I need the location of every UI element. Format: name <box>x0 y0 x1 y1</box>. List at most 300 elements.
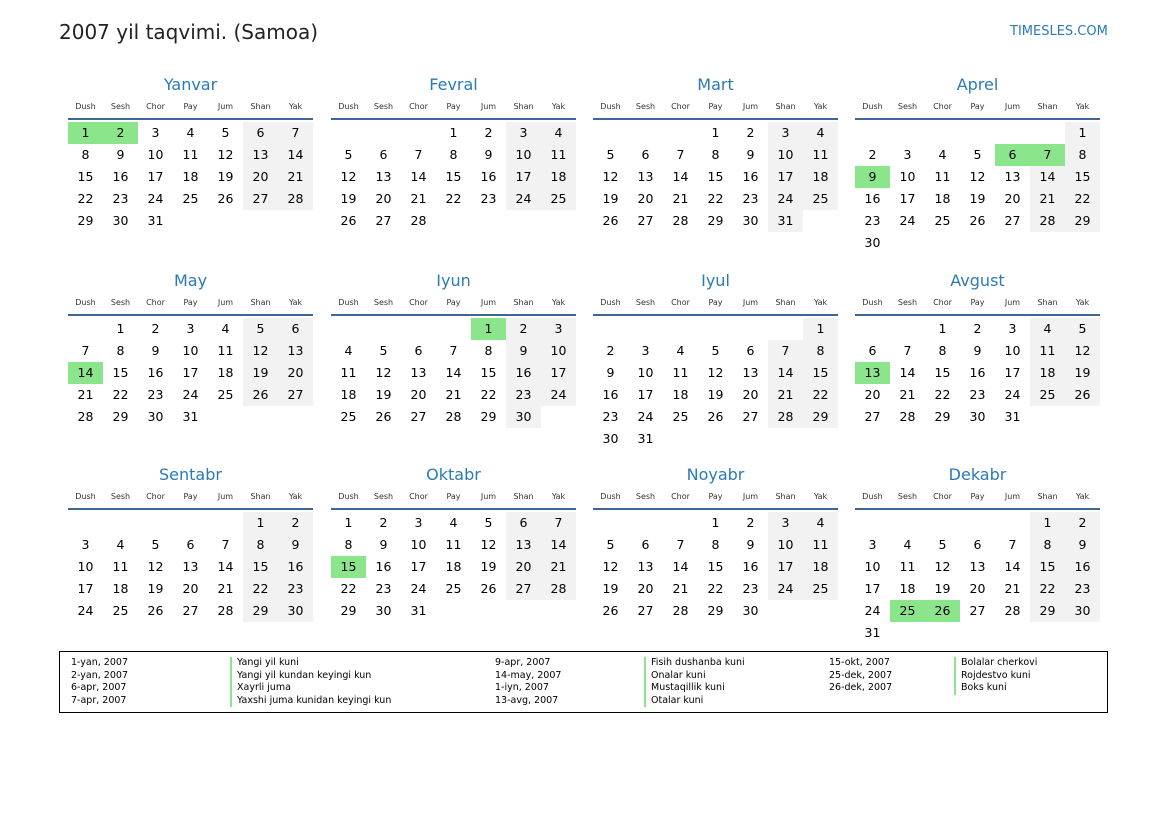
legend-name: Yangi yil kundan keyingi kun <box>230 670 391 683</box>
day-cell: 6 <box>186 537 195 552</box>
legend-name: Mustaqillik kuni <box>644 682 745 695</box>
empty-cell <box>890 122 925 144</box>
week-row <box>331 578 576 600</box>
weekday-header <box>593 298 838 312</box>
weekend-day-cell: 1 <box>803 318 838 340</box>
weekday-label: Yak <box>551 298 566 307</box>
weekday-label: Dush <box>75 492 96 501</box>
day-cell: 19 <box>707 387 724 402</box>
week-row <box>68 406 313 428</box>
weekday-label: Shan <box>1037 102 1058 111</box>
day-cell: 25 <box>445 581 462 596</box>
holiday-legend <box>59 651 1108 713</box>
weekend-day-cell: 19 <box>1065 362 1100 384</box>
day-cell: 13 <box>410 365 427 380</box>
weekday-label: Sesh <box>110 298 131 307</box>
day-cell: 2 <box>151 321 160 336</box>
week-row <box>855 556 1100 578</box>
week-row <box>331 188 576 210</box>
day-cell: 19 <box>147 581 164 596</box>
week-row <box>855 166 1100 188</box>
weekday-header <box>593 492 838 506</box>
empty-cell <box>995 622 1030 644</box>
week-row <box>593 144 838 166</box>
holiday-day-cell: 2 <box>103 122 138 144</box>
day-cell: 23 <box>112 191 129 206</box>
empty-cell <box>366 318 401 340</box>
month-title: Avgust <box>950 271 1005 290</box>
legend-names-col-2 <box>644 657 745 707</box>
weekend-day-cell: 29 <box>243 600 278 622</box>
day-cell: 17 <box>899 191 916 206</box>
empty-cell <box>855 122 890 144</box>
day-cell: 4 <box>344 343 353 358</box>
day-cell: 8 <box>344 537 353 552</box>
weekend-day-cell: 6 <box>278 318 313 340</box>
weekday-label: Shan <box>250 298 271 307</box>
empty-cell <box>68 512 103 534</box>
week-row <box>68 122 313 144</box>
weekday-label: Dush <box>75 298 96 307</box>
day-cell: 12 <box>340 169 357 184</box>
day-cell: 19 <box>217 169 234 184</box>
weekend-day-cell: 4 <box>803 122 838 144</box>
day-cell: 10 <box>77 559 94 574</box>
empty-cell <box>855 318 890 340</box>
legend-dates-col-2 <box>495 657 561 707</box>
empty-cell <box>628 122 663 144</box>
weekend-day-cell: 8 <box>1030 534 1065 556</box>
day-cell: 7 <box>221 537 230 552</box>
day-cell: 13 <box>182 559 199 574</box>
day-cell: 16 <box>375 559 392 574</box>
legend-name: Boks kuni <box>954 682 1037 695</box>
day-cell: 23 <box>742 581 759 596</box>
day-cell: 14 <box>445 365 462 380</box>
weekend-day-cell: 22 <box>243 578 278 600</box>
weekday-label: Dush <box>862 492 883 501</box>
day-cell: 17 <box>410 559 427 574</box>
week-row <box>855 232 1100 254</box>
day-cell: 30 <box>112 213 129 228</box>
legend-date: 1-iyn, 2007 <box>495 682 549 694</box>
empty-cell <box>593 318 628 340</box>
day-cell: 15 <box>112 365 129 380</box>
empty-cell <box>995 512 1030 534</box>
day-cell: 30 <box>969 409 986 424</box>
week-row <box>331 210 576 232</box>
day-cell: 27 <box>182 603 199 618</box>
empty-cell <box>925 122 960 144</box>
empty-cell <box>890 622 925 644</box>
month-title: Sentabr <box>159 465 222 484</box>
day-cell: 31 <box>1004 409 1021 424</box>
day-cell: 9 <box>606 365 615 380</box>
empty-cell <box>803 600 838 622</box>
weekend-day-cell: 17 <box>768 556 803 578</box>
weekend-day-cell: 6 <box>506 512 541 534</box>
empty-cell <box>768 318 803 340</box>
day-cell: 6 <box>973 537 982 552</box>
day-cell: 30 <box>375 603 392 618</box>
legend-names-col-1 <box>230 657 391 707</box>
weekend-day-cell: 8 <box>1065 144 1100 166</box>
weekday-label: Jum <box>217 102 234 111</box>
empty-cell <box>436 318 471 340</box>
legend-name: Otalar kuni <box>644 695 745 708</box>
weekend-day-cell: 13 <box>506 534 541 556</box>
day-cell: 24 <box>864 603 881 618</box>
weekday-label: Sesh <box>635 102 656 111</box>
holiday-day-cell: 1 <box>68 122 103 144</box>
legend-date: 1-yan, 2007 <box>71 657 128 668</box>
day-cell: 29 <box>480 409 497 424</box>
weekend-day-cell: 28 <box>768 406 803 428</box>
empty-cell <box>541 406 576 428</box>
weekday-label: Yak <box>288 298 303 307</box>
weekend-day-cell: 9 <box>506 340 541 362</box>
weekend-day-cell: 30 <box>1065 600 1100 622</box>
weekday-label: Yak <box>813 298 828 307</box>
week-row <box>855 384 1100 406</box>
empty-cell <box>331 318 366 340</box>
weekday-header <box>593 102 838 116</box>
day-cell: 16 <box>969 365 986 380</box>
day-cell: 16 <box>147 365 164 380</box>
weekend-day-cell: 15 <box>1030 556 1065 578</box>
weekday-label: Yak <box>551 492 566 501</box>
empty-cell <box>401 122 436 144</box>
holiday-day-cell: 26 <box>925 600 960 622</box>
day-cell: 15 <box>707 169 724 184</box>
weekday-header <box>331 492 576 506</box>
header-rule <box>331 118 576 120</box>
day-cell: 5 <box>606 147 615 162</box>
week-row <box>593 428 838 450</box>
empty-cell <box>890 318 925 340</box>
day-cell: 10 <box>182 343 199 358</box>
weekend-day-cell: 17 <box>541 362 576 384</box>
day-cell: 12 <box>969 169 986 184</box>
weekday-label: Dush <box>862 298 883 307</box>
empty-cell <box>243 406 278 428</box>
weekend-day-cell: 26 <box>243 384 278 406</box>
day-cell: 22 <box>934 387 951 402</box>
weekend-day-cell: 12 <box>1065 340 1100 362</box>
day-cell: 2 <box>973 321 982 336</box>
week-row <box>855 578 1100 600</box>
day-cell: 20 <box>182 581 199 596</box>
month-5 <box>68 270 313 428</box>
day-cell: 19 <box>480 559 497 574</box>
day-cell: 13 <box>969 559 986 574</box>
weekday-label: Pay <box>183 492 198 501</box>
day-cell: 22 <box>707 191 724 206</box>
legend-name: Yaxshi juma kunidan keyingi kun <box>230 695 391 708</box>
legend-names-col-3 <box>954 657 1037 695</box>
day-cell: 26 <box>375 409 392 424</box>
day-cell: 31 <box>410 603 427 618</box>
header-rule <box>331 314 576 316</box>
day-cell: 5 <box>606 537 615 552</box>
month-title: Dekabr <box>948 465 1007 484</box>
day-cell: 23 <box>864 213 881 228</box>
empty-cell <box>960 232 995 254</box>
week-row <box>68 512 313 534</box>
empty-cell <box>243 210 278 232</box>
header-rule <box>593 508 838 510</box>
day-cell: 31 <box>147 213 164 228</box>
weekend-day-cell: 11 <box>541 144 576 166</box>
header-rule <box>68 118 313 120</box>
day-cell: 15 <box>934 365 951 380</box>
empty-cell <box>173 512 208 534</box>
empty-cell <box>208 210 243 232</box>
day-cell: 3 <box>903 147 912 162</box>
day-cell: 26 <box>147 603 164 618</box>
empty-cell <box>925 622 960 644</box>
empty-cell <box>698 428 733 450</box>
weekend-day-cell: 21 <box>1030 188 1065 210</box>
day-cell: 23 <box>375 581 392 596</box>
day-cell: 4 <box>938 147 947 162</box>
day-cell: 29 <box>340 603 357 618</box>
empty-cell <box>925 232 960 254</box>
empty-cell <box>103 512 138 534</box>
day-cell: 7 <box>81 343 90 358</box>
week-row <box>855 188 1100 210</box>
empty-cell <box>925 512 960 534</box>
weekday-label: Jum <box>217 298 234 307</box>
week-row <box>855 144 1100 166</box>
day-cell: 28 <box>217 603 234 618</box>
weekend-day-cell: 15 <box>803 362 838 384</box>
weekend-day-cell: 21 <box>278 166 313 188</box>
day-cell: 24 <box>899 213 916 228</box>
day-cell: 6 <box>641 537 650 552</box>
day-cell: 4 <box>903 537 912 552</box>
weekend-day-cell: 30 <box>506 406 541 428</box>
day-cell: 22 <box>77 191 94 206</box>
day-cell: 21 <box>217 581 234 596</box>
weekend-day-cell: 25 <box>803 578 838 600</box>
day-cell: 22 <box>707 581 724 596</box>
day-cell: 9 <box>973 343 982 358</box>
weekend-day-cell: 7 <box>768 340 803 362</box>
day-cell: 28 <box>410 213 427 228</box>
day-cell: 16 <box>112 169 129 184</box>
day-cell: 8 <box>449 147 458 162</box>
legend-date: 2-yan, 2007 <box>71 669 128 681</box>
day-cell: 18 <box>340 387 357 402</box>
weekday-label: Shan <box>1037 298 1058 307</box>
day-cell: 10 <box>147 147 164 162</box>
weekday-label: Yak <box>1075 102 1090 111</box>
weekend-day-cell: 16 <box>278 556 313 578</box>
day-cell: 9 <box>151 343 160 358</box>
day-cell: 6 <box>641 147 650 162</box>
day-cell: 30 <box>864 235 881 250</box>
header-rule <box>68 314 313 316</box>
holiday-day-cell: 6 <box>995 144 1030 166</box>
empty-cell <box>1030 232 1065 254</box>
day-cell: 28 <box>77 409 94 424</box>
week-row <box>593 122 838 144</box>
month-title: Noyabr <box>686 465 745 484</box>
week-row <box>855 362 1100 384</box>
day-cell: 1 <box>711 515 720 530</box>
empty-cell <box>663 122 698 144</box>
day-cell: 29 <box>707 213 724 228</box>
empty-cell <box>278 406 313 428</box>
day-cell: 21 <box>410 191 427 206</box>
week-row <box>855 622 1100 644</box>
month-11 <box>593 464 838 622</box>
weekday-label: Pay <box>708 102 723 111</box>
holiday-day-cell: 9 <box>855 166 890 188</box>
empty-cell <box>698 318 733 340</box>
day-cell: 14 <box>899 365 916 380</box>
day-cell: 8 <box>711 537 720 552</box>
week-row <box>68 600 313 622</box>
day-cell: 27 <box>742 409 759 424</box>
weekend-day-cell: 5 <box>243 318 278 340</box>
day-cell: 26 <box>480 581 497 596</box>
weekday-header <box>68 492 313 506</box>
day-cell: 2 <box>868 147 877 162</box>
day-cell: 1 <box>711 125 720 140</box>
weekday-header <box>68 298 313 312</box>
legend-name: Fisih dushanba kuni <box>644 657 745 670</box>
day-cell: 2 <box>484 125 493 140</box>
weekday-label: Jum <box>742 102 759 111</box>
empty-cell <box>436 600 471 622</box>
empty-cell <box>173 210 208 232</box>
week-row <box>68 384 313 406</box>
empty-cell <box>995 232 1030 254</box>
day-cell: 16 <box>742 169 759 184</box>
empty-cell <box>768 600 803 622</box>
day-cell: 6 <box>746 343 755 358</box>
weekday-label: Dush <box>600 298 621 307</box>
weekday-label: Shan <box>513 102 534 111</box>
weekday-label: Pay <box>970 102 985 111</box>
weekend-day-cell: 17 <box>506 166 541 188</box>
week-row <box>855 318 1100 340</box>
day-cell: 30 <box>742 213 759 228</box>
day-cell: 30 <box>147 409 164 424</box>
empty-cell <box>401 318 436 340</box>
site-link[interactable]: TIMESLES.COM <box>1010 24 1108 39</box>
weekday-label: Jum <box>1004 492 1021 501</box>
day-cell: 20 <box>375 191 392 206</box>
weekday-label: Chor <box>409 492 428 501</box>
weekend-day-cell: 22 <box>803 384 838 406</box>
day-cell: 8 <box>938 343 947 358</box>
empty-cell <box>68 318 103 340</box>
month-4 <box>855 74 1100 254</box>
weekday-header <box>855 492 1100 506</box>
week-row <box>331 534 576 556</box>
weekday-label: Yak <box>551 102 566 111</box>
day-cell: 16 <box>864 191 881 206</box>
legend-name: Bolalar cherkovi <box>954 657 1037 670</box>
month-title: Oktabr <box>426 465 481 484</box>
empty-cell <box>628 318 663 340</box>
weekend-day-cell: 27 <box>278 384 313 406</box>
weekday-label: Yak <box>813 102 828 111</box>
day-cell: 16 <box>480 169 497 184</box>
day-cell: 18 <box>217 365 234 380</box>
weekend-day-cell: 29 <box>1030 600 1065 622</box>
week-row <box>593 512 838 534</box>
day-cell: 28 <box>672 603 689 618</box>
day-cell: 31 <box>864 625 881 640</box>
day-cell: 10 <box>637 365 654 380</box>
day-cell: 3 <box>641 343 650 358</box>
weekday-label: Jum <box>480 298 497 307</box>
weekday-label: Sesh <box>110 102 131 111</box>
weekend-day-cell: 1 <box>1065 122 1100 144</box>
empty-cell <box>471 210 506 232</box>
legend-date: 25-dek, 2007 <box>829 669 893 681</box>
day-cell: 3 <box>1008 321 1017 336</box>
weekday-label: Pay <box>446 102 461 111</box>
weekday-label: Pay <box>446 492 461 501</box>
week-row <box>593 166 838 188</box>
weekday-label: Sesh <box>897 298 918 307</box>
day-cell: 19 <box>340 191 357 206</box>
day-cell: 5 <box>973 147 982 162</box>
day-cell: 13 <box>1004 169 1021 184</box>
weekend-day-cell: 28 <box>278 188 313 210</box>
weekend-day-cell: 17 <box>768 166 803 188</box>
empty-cell <box>663 318 698 340</box>
empty-cell <box>506 210 541 232</box>
day-cell: 12 <box>602 169 619 184</box>
day-cell: 20 <box>969 581 986 596</box>
day-cell: 14 <box>672 559 689 574</box>
weekday-label: Sesh <box>110 492 131 501</box>
weekday-label: Yak <box>288 492 303 501</box>
month-title: Fevral <box>429 75 478 94</box>
weekend-day-cell: 2 <box>1065 512 1100 534</box>
day-cell: 4 <box>186 125 195 140</box>
week-row <box>331 512 576 534</box>
weekend-day-cell: 13 <box>278 340 313 362</box>
day-cell: 18 <box>112 581 129 596</box>
day-cell: 20 <box>742 387 759 402</box>
weekend-day-cell: 20 <box>506 556 541 578</box>
day-cell: 8 <box>711 147 720 162</box>
day-cell: 26 <box>602 603 619 618</box>
weekday-header <box>331 102 576 116</box>
day-cell: 24 <box>1004 387 1021 402</box>
weekday-label: Chor <box>409 298 428 307</box>
empty-cell <box>593 512 628 534</box>
day-cell: 6 <box>868 343 877 358</box>
day-cell: 14 <box>410 169 427 184</box>
weekend-day-cell: 24 <box>768 188 803 210</box>
month-12 <box>855 464 1100 644</box>
weekday-label: Chor <box>671 102 690 111</box>
day-cell: 14 <box>217 559 234 574</box>
empty-cell <box>541 210 576 232</box>
weekend-day-cell: 16 <box>506 362 541 384</box>
day-cell: 1 <box>449 125 458 140</box>
weekday-label: Sesh <box>373 102 394 111</box>
weekend-day-cell: 11 <box>803 534 838 556</box>
